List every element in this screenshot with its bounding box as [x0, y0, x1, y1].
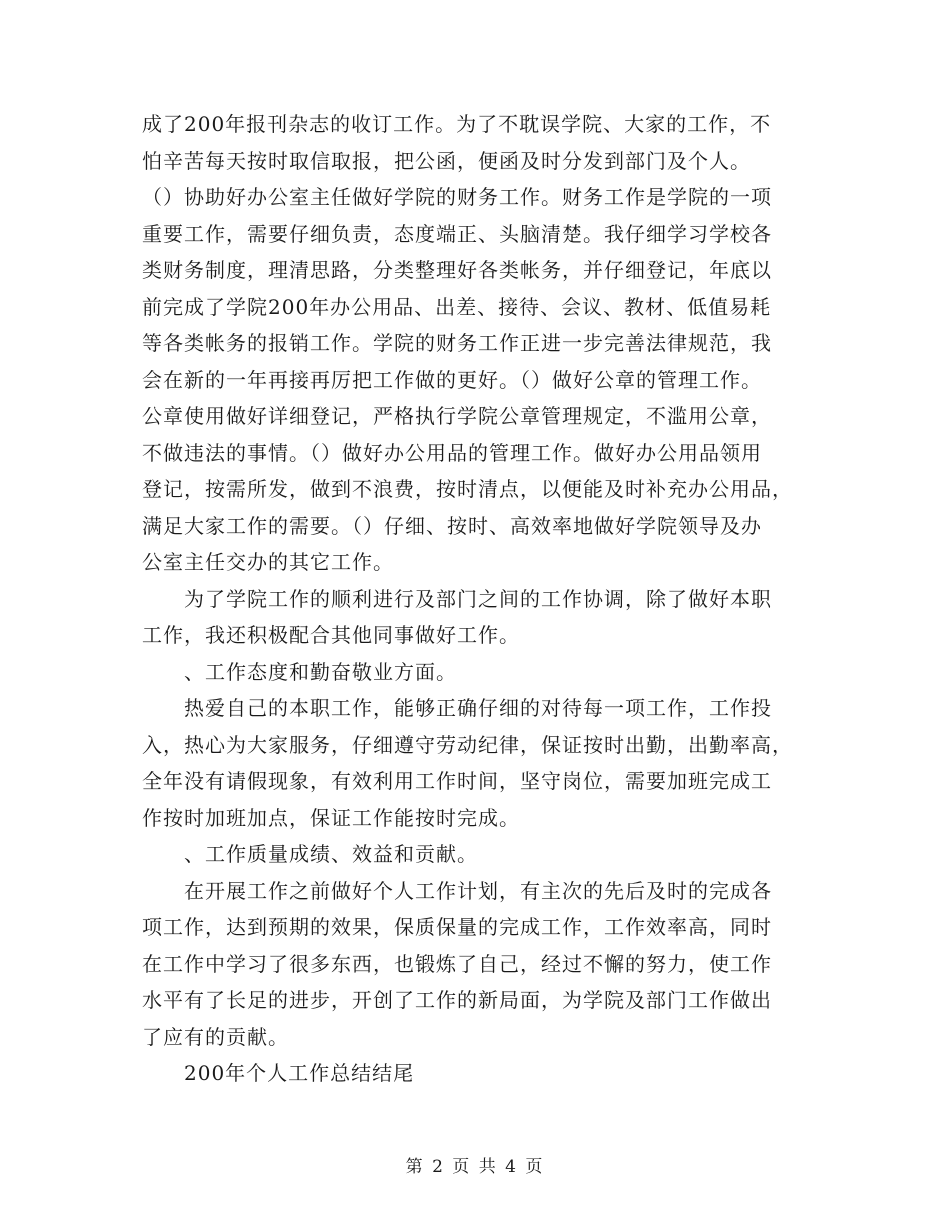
text-line: 类财务制度，理清思路，分类整理好各类帐务，并仔细登记，年底以	[142, 258, 772, 282]
text-line: 登记，按需所发，做到不浪费，按时清点，以便能及时补充办公用品，	[142, 477, 793, 501]
text-line: 在工作中学习了很多东西，也锻炼了自己，经过不懈的努力，使工作	[142, 951, 772, 976]
document-body	[142, 106, 810, 1092]
text-line: 了应有的贡献。	[142, 1024, 289, 1049]
text-line: 为了学院工作的顺利进行及部门之间的工作协调，除了做好本职	[142, 586, 772, 611]
text-line: 水平有了长足的进步，开创了工作的新局面，为学院及部门工作做出	[142, 988, 772, 1012]
text-line: 成了200年报刊杂志的收订工作。为了不耽误学院、大家的工作，不	[142, 112, 772, 136]
section-heading: 、工作质量成绩、效益和贡献。	[142, 842, 478, 866]
text-line: 作按时加班加点，保证工作能按时完成。	[142, 805, 520, 830]
text-line: （）协助好办公室主任做好学院的财务工作。财务工作是学院的一项	[142, 185, 772, 209]
text-line: 项工作，达到预期的效果，保质保量的完成工作，工作效率高，同时	[142, 915, 772, 939]
text-line: 公室主任交办的其它工作。	[142, 550, 394, 574]
text-line: 热爱自己的本职工作，能够正确仔细的对待每一项工作，工作投	[142, 696, 772, 720]
closing-line: 200年个人工作总结结尾	[142, 1061, 415, 1085]
text-line: 等各类帐务的报销工作。学院的财务工作正进一步完善法律规范，我	[142, 331, 772, 355]
text-line: 重要工作，需要仔细负责，态度端正、头脑清楚。我仔细学习学校各	[142, 221, 772, 246]
text-line: 在开展工作之前做好个人工作计划，有主次的先后及时的完成各	[142, 878, 772, 903]
text-line: 怕辛苦每天按时取信取报，把公函，便函及时分发到部门及个人。	[142, 148, 751, 173]
text-line: 会在新的一年再接再厉把工作做的更好。（）做好公章的管理工作。	[142, 367, 762, 392]
text-line: 工作，我还积极配合其他同事做好工作。	[142, 623, 520, 647]
text-line: 不做违法的事情。（）做好办公用品的管理工作。做好办公用品领用	[142, 440, 762, 465]
text-line: 入，热心为大家服务，仔细遵守劳动纪律，保证按时出勤，出勤率高，	[142, 732, 793, 757]
section-heading: 、工作态度和勤奋敬业方面。	[142, 659, 457, 684]
page-number-footer: 第 2 页 共 4 页	[405, 1157, 545, 1177]
text-line: 全年没有请假现象，有效利用工作时间，坚守岗位，需要加班完成工	[142, 769, 772, 793]
text-line: 公章使用做好详细登记，严格执行学院公章管理规定，不滥用公章，	[142, 404, 772, 428]
text-line: 前完成了学院200年办公用品、出差、接待、会议、教材、低值易耗	[142, 294, 772, 319]
text-line: 满足大家工作的需要。（）仔细、按时、高效率地做好学院领导及办	[142, 513, 762, 538]
